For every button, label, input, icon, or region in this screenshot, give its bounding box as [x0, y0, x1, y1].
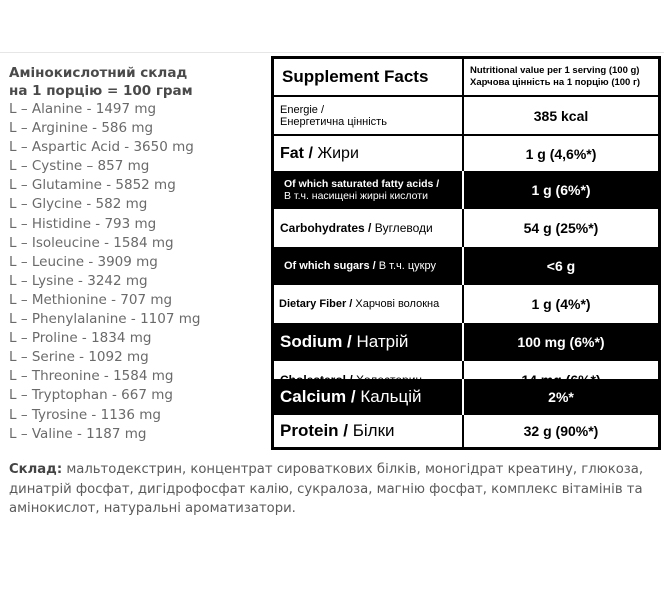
amino-item: L – Arginine - 586 mg	[9, 120, 154, 137]
facts-row-fiber	[274, 285, 658, 323]
row-label-en: Protein /	[280, 421, 349, 440]
facts-header-row	[274, 59, 658, 95]
amino-items	[9, 100, 259, 444]
row-label-en: Sodium /	[280, 332, 352, 351]
row-value: 1 g (4,6%*)	[525, 145, 597, 162]
row-label-ua: Кальцій	[360, 387, 422, 406]
supplement-facts-table	[271, 56, 661, 450]
serving-en: Nutritional value per 1 serving (100 g)	[470, 65, 640, 76]
composition	[9, 460, 659, 519]
row-label-ua: Вуглеводи	[374, 221, 433, 235]
row-label-ua: Жири	[317, 144, 359, 162]
row-label-en: Fat /	[280, 144, 313, 162]
amino-item: L – Threonine - 1584 mg	[9, 368, 174, 385]
amino-item: L – Lysine - 3242 mg	[9, 272, 148, 289]
amino-item: L – Valine - 1187 mg	[9, 425, 147, 442]
amino-item: L – Histidine - 793 mg	[9, 215, 157, 232]
amino-item: L – Phenylalanine - 1107 mg	[9, 311, 201, 328]
composition-label: Склад:	[9, 462, 63, 477]
top-divider	[0, 52, 664, 53]
row-value: 100 mg (6%*)	[517, 334, 605, 350]
row-label-en: Carbohydrates /	[280, 221, 372, 235]
amino-item: L – Tryptophan - 667 mg	[9, 387, 173, 404]
row-label-ua: Харчові волокна	[355, 298, 440, 310]
row-label-en: Energie /	[280, 103, 325, 116]
serving-ua: Харчова цінність на 1 порцію (100 г)	[470, 77, 641, 88]
amino-subtitle: на 1 порцію = 100 грам	[9, 83, 193, 99]
amino-item: L – Serine - 1092 mg	[9, 349, 149, 366]
row-value: 54 g (25%*)	[523, 220, 599, 236]
amino-item: L – Alanine - 1497 mg	[9, 101, 157, 117]
amino-item: L – Leucine - 3909 mg	[9, 253, 158, 270]
row-label-ua: Натрій	[356, 332, 409, 351]
row-label-en: Of which saturated fatty acids /	[284, 178, 440, 190]
amino-item: L – Glutamine - 5852 mg	[9, 177, 176, 194]
row-label-ua: Енергетична цінність	[280, 115, 387, 128]
amino-item: L – Proline - 1834 mg	[9, 330, 152, 347]
amino-acid-list	[9, 64, 259, 444]
row-value: 32 g (90%*)	[523, 423, 599, 439]
serving-info	[464, 59, 658, 95]
row-label-ua: Білки	[352, 421, 395, 440]
row-label-en: Of which sugars /	[284, 260, 376, 272]
facts-row-sugars	[274, 247, 658, 285]
facts-row-calcium-content	[274, 379, 658, 415]
amino-item: L – Tyrosine - 1136 mg	[9, 406, 161, 423]
amino-item: L – Glycine - 582 mg	[9, 196, 148, 213]
amino-item: L – Methionine - 707 mg	[9, 291, 173, 308]
amino-item: L – Cystine – 857 mg	[9, 158, 150, 175]
row-value: 1 g (4%*)	[531, 296, 591, 312]
amino-item: L – Aspartic Acid - 3650 mg	[9, 139, 194, 156]
row-value: 2%*	[548, 389, 574, 405]
row-value: 385 kcal	[533, 107, 589, 124]
row-value: <6 g	[546, 258, 576, 274]
facts-row-carbohydrates	[274, 209, 658, 247]
facts-row-sodium	[274, 323, 658, 361]
amino-title: Амінокислотний склад	[9, 65, 188, 81]
row-label-ua: В т.ч. цукру	[378, 260, 436, 272]
composition-text: мальтодекстрин, концентрат сироваткових білків, моногідрат креатину, глюкоза, динатрій фосфат, дигідрофосфат калію, сукралоза, магнію фосфат, комплекс вітамінів та амінокислот, натуральні ароматизатори.	[9, 462, 644, 516]
facts-title: Supplement Facts	[274, 59, 464, 95]
row-label-en: Dietary Fiber /	[279, 298, 353, 310]
facts-row-saturated	[274, 171, 658, 209]
amino-item: L – Isoleucine - 1584 mg	[9, 234, 174, 251]
facts-row-protein	[274, 415, 658, 447]
facts-row-energy	[274, 95, 658, 134]
row-label-en: Calcium /	[280, 387, 356, 406]
row-label-ua: В т.ч. насищені жирні кислоти	[284, 190, 428, 202]
facts-row-fat	[274, 134, 658, 171]
row-value: 1 g (6%*)	[531, 182, 591, 198]
